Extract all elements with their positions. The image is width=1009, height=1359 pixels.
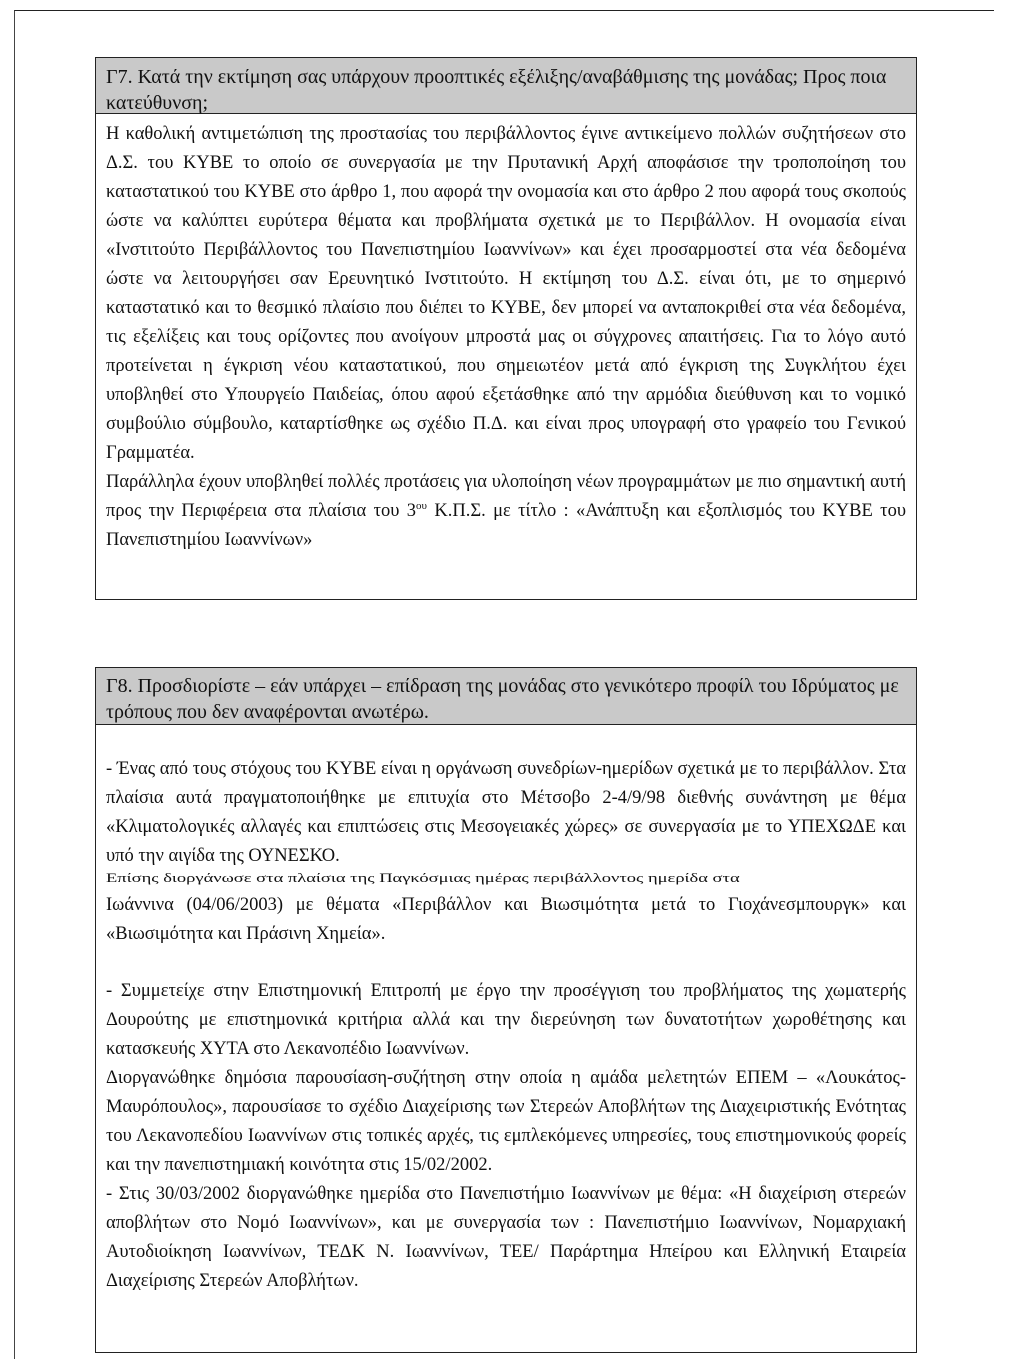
section-g8 — [95, 667, 917, 1353]
section-g8-paragraph-2: Ιωάννινα (04/06/2003) με θέματα «Περιβάλλον και Βιωσιμότητα μετά το Γιοχάνεσμπουργκ» και «Βιωσιμότητα και Πράσινη Χημεία». — [106, 895, 906, 944]
section-g8-paragraph-2-first-line: Επίσης διοργάνωσε στα πλαίσια της Παγκόσμιας ημέρας περιβάλλοντος ημερίδα στα — [106, 873, 740, 886]
section-g8-body — [96, 725, 916, 1296]
section-g8-heading: Γ8. Προσδιορίστε – εάν υπάρχει – επίδραση της μονάδας στο γενικότερο προφίλ του Ιδρύματος με τρόπους που δεν αναφέρονται ανωτέρω. — [96, 668, 916, 725]
section-g7-body — [96, 114, 916, 555]
section-g8-paragraph-5: - Στις 30/03/2002 διοργανώθηκε ημερίδα στο Πανεπιστήμιο Ιωαννίνων με θέμα: «Η διαχείριση στερεών αποβλήτων στο Νομό Ιωαννίνων», και με συνεργασία των : Πανεπιστήμιο Ιωαννίνων, Νομαρχιακή Αυτοδιοίκηση Ιωαννίνων, ΤΕΔΚ Ν. Ιωαννίνων, ΤΕΕ/ Παράρτημα Ηπείρου και Ελληνική Εταιρεία Διαχείρισης Στερεών Αποβλήτων. — [106, 1184, 906, 1291]
section-g7-paragraph-2 — [106, 468, 906, 555]
paragraph-gap — [106, 949, 906, 977]
section-g7-paragraph-2-end: Κ.Π.Σ. με τίτλο : «Ανάπτυξη και εξοπλισμός του ΚΥΒΕ του Πανεπιστημίου Ιωαννίνων» — [106, 501, 906, 550]
section-g8-paragraph-1: - Ένας από τους στόχους του ΚΥΒΕ είναι η οργάνωση συνεδρίων-ημερίδων σχετικά με το περιβάλλον. Στα πλαίσια αυτά πραγματοποιήθηκε με επιτυχία στο Μέτσοβο 2-4/9/98 διεθνής συνάντηση με θέμα «Κλιματολογικές αλλαγές και επιπτώσεις στις Μεσογειακές χώρες» σε συνεργασία με το ΥΠΕΧΩΔΕ και υπό την αιγίδα της ΟΥΝΕΣΚΟ. — [106, 759, 906, 866]
section-g7 — [95, 57, 917, 600]
section-g7-paragraph-2-start: Παράλληλα έχουν υποβληθεί πολλές προτάσεις για υλοποίηση νέων προγραμμάτων με πιο σημαντική αυτή προς την Περιφέρεια στα πλαίσια του 3 — [106, 472, 906, 521]
section-g8-paragraph-3: - Συμμετείχε στην Επιστημονική Επιτροπή με έργο την προσέγγιση του προβλήματος της χωματερής Δουρούτης με επιστημονικά κριτήρια αλλά και την διερεύνηση των δυνατοτήτων χωροθέτησης και κατασκευής ΧΥΤΑ στο Λεκανοπέδιο Ιωαννίνων. — [106, 981, 906, 1059]
ordinal-superscript: ου — [416, 499, 427, 512]
section-g7-heading: Γ7. Κατά την εκτίμηση σας υπάρχουν προοπτικές εξέλιξης/αναβάθμισης της μονάδας; Προς ποια κατεύθυνση; — [96, 58, 916, 114]
section-g8-paragraph-4: Διοργανώθηκε δημόσια παρουσίαση-συζήτηση στην οποία η αμάδα μελετητών ΕΠΕΜ – «Λουκάτος-Μαυρόπουλος», παρουσίασε το σχέδιο Διαχείρισης των Στερεών Αποβλήτων της Διαχειριστικής Ενότητας του Λεκανοπεδίου Ιωαννίνων στις τοπικές αρχές, τις εμπλεκόμενες υπηρεσίες, τους επιστημονικούς φορείς και την πανεπιστημιακή κοινότητα στις 15/02/2002. — [106, 1068, 906, 1175]
section-g7-paragraph-1: Η καθολική αντιμετώπιση της προστασίας του περιβάλλοντος έγινε αντικείμενο πολλών συζητήσεων στο Δ.Σ. του ΚΥΒΕ το οποίο σε συνεργασία με την Πρυτανική Αρχή αποφάσισε την τροποποίηση του καταστατικού του ΚΥΒΕ στο άρθρο 1, που αφορά την ονομασία και στο άρθρο 2 που αφορά τους σκοπούς ώστε να καλύπτει ευρύτερα θέματα και προβλήματα σχετικά με το Περιβάλλον. Η ονομασία είναι «Ινστιτούτο Περιβάλλοντος του Πανεπιστημίου Ιωαννίνων» και έχει προσαρμοστεί στα νέα δεδομένα ώστε να λειτουργήσει σαν Ερευνητικό Ινστιτούτο. Η εκτίμηση του Δ.Σ. είναι ότι, με το σημερινό καταστατικό και το θεσμικό πλαίσιο που διέπει το ΚΥΒΕ, δεν μπορεί να ανταποκριθεί στα νέα δεδομένα, τις εξελίξεις και τους ορίζοντες που ανοίγουν μπροστά μας οι σύγχρονες απαιτήσεις. Για το λόγο αυτό προτείνεται η έγκριση νέου καταστατικού, που σημειωτέον μετά από έγκριση της Συγκλήτου έχει υποβληθεί στο Υπουργείο Παιδείας, όπου αφού εξετάσθηκε από την αρμόδια διεύθυνση και το νομικό συμβούλιο σύμβουλο, καταρτίσθηκε ως σχέδιο Π.Δ. και είναι προς υπογραφή στο γραφείο του Γενικού Γραμματέα. — [106, 124, 906, 463]
